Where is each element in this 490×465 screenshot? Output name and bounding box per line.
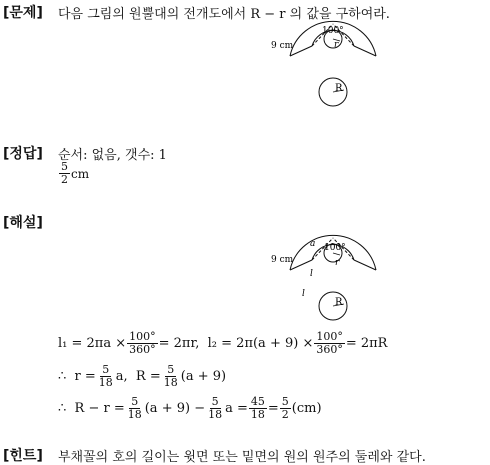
answer-numerator: 5 bbox=[61, 160, 68, 173]
hint-text: 부채꼴의 호의 길이는 윗면 또는 밑면의 원의 원주의 둘레와 같다. bbox=[58, 450, 426, 465]
sol-fig-l1-label: l bbox=[310, 269, 313, 279]
sol-fig-angle-label: 100° bbox=[324, 243, 346, 253]
hint-tag: [힌트] bbox=[3, 448, 43, 464]
eq3-frac-3: $\frac{45}{18}$ bbox=[250, 395, 265, 421]
sol-fig-l2-label: l bbox=[302, 289, 305, 299]
eq2-frac-2: $\frac{5}{18}$ bbox=[163, 363, 178, 389]
problem-text: 다음 그림의 원뿔대의 전개도에서 R − r 의 값을 구하여라. bbox=[58, 7, 390, 22]
eq2-part-1: ∴ r = bbox=[58, 369, 96, 384]
equation-line-3 bbox=[58, 396, 322, 421]
eq2-part-3: (a + 9) bbox=[180, 369, 227, 384]
answer-unit: cm bbox=[71, 166, 90, 181]
problem-figure bbox=[268, 18, 384, 110]
answer-value bbox=[58, 161, 89, 186]
solution-figure bbox=[268, 232, 384, 324]
equation-line-2 bbox=[58, 364, 226, 389]
eq3-part-3: a = bbox=[225, 401, 248, 416]
fig-angle-label: 100° bbox=[322, 26, 344, 36]
eq1-frac-2: $\frac{100^\circ}{360^\circ}$ bbox=[316, 330, 343, 356]
eq3-part-2: (a + 9) − bbox=[144, 401, 206, 416]
eq1-part-3: = 2πR bbox=[345, 336, 388, 351]
eq1-part-1: l₁ = 2πa × bbox=[58, 336, 127, 351]
sol-fig-a-label: a bbox=[310, 239, 316, 249]
eq2-frac-1: $\frac{5}{18}$ bbox=[98, 363, 113, 389]
fig-r-label: r bbox=[334, 40, 339, 50]
eq1-frac-1: $\frac{100^\circ}{360^\circ}$ bbox=[129, 330, 156, 356]
eq3-frac-2: $\frac{5}{18}$ bbox=[208, 395, 223, 421]
fig-R-label: R bbox=[335, 83, 343, 94]
solution-tag: [해설] bbox=[3, 215, 43, 231]
answer-fraction bbox=[59, 161, 70, 186]
equation-line-1 bbox=[58, 331, 387, 356]
eq2-part-2: a, R = bbox=[115, 369, 161, 384]
fig-side-label: 9 cm bbox=[271, 41, 294, 51]
eq3-part-5: (cm) bbox=[291, 401, 322, 416]
sol-fig-r-label: r bbox=[335, 258, 340, 268]
eq3-frac-4: $\frac{5}{2}$ bbox=[281, 395, 289, 421]
right-edge bbox=[354, 46, 376, 56]
eq3-part-1: ∴ R − r = bbox=[58, 401, 125, 416]
answer-tag: [정답] bbox=[3, 146, 43, 162]
sol-fig-side-label: 9 cm bbox=[271, 255, 294, 265]
answer-meta: 순서: 없음, 갯수: 1 bbox=[58, 148, 167, 163]
sol-fig-R-label: R bbox=[335, 297, 343, 308]
problem-tag: [문제] bbox=[3, 5, 43, 21]
eq3-part-4: = bbox=[267, 401, 279, 416]
answer-denominator: 2 bbox=[61, 173, 68, 186]
left-edge bbox=[290, 46, 312, 56]
eq3-frac-1: $\frac{5}{18}$ bbox=[127, 395, 142, 421]
eq1-part-2: = 2πr, l₂ = 2π(a + 9) × bbox=[158, 336, 314, 351]
